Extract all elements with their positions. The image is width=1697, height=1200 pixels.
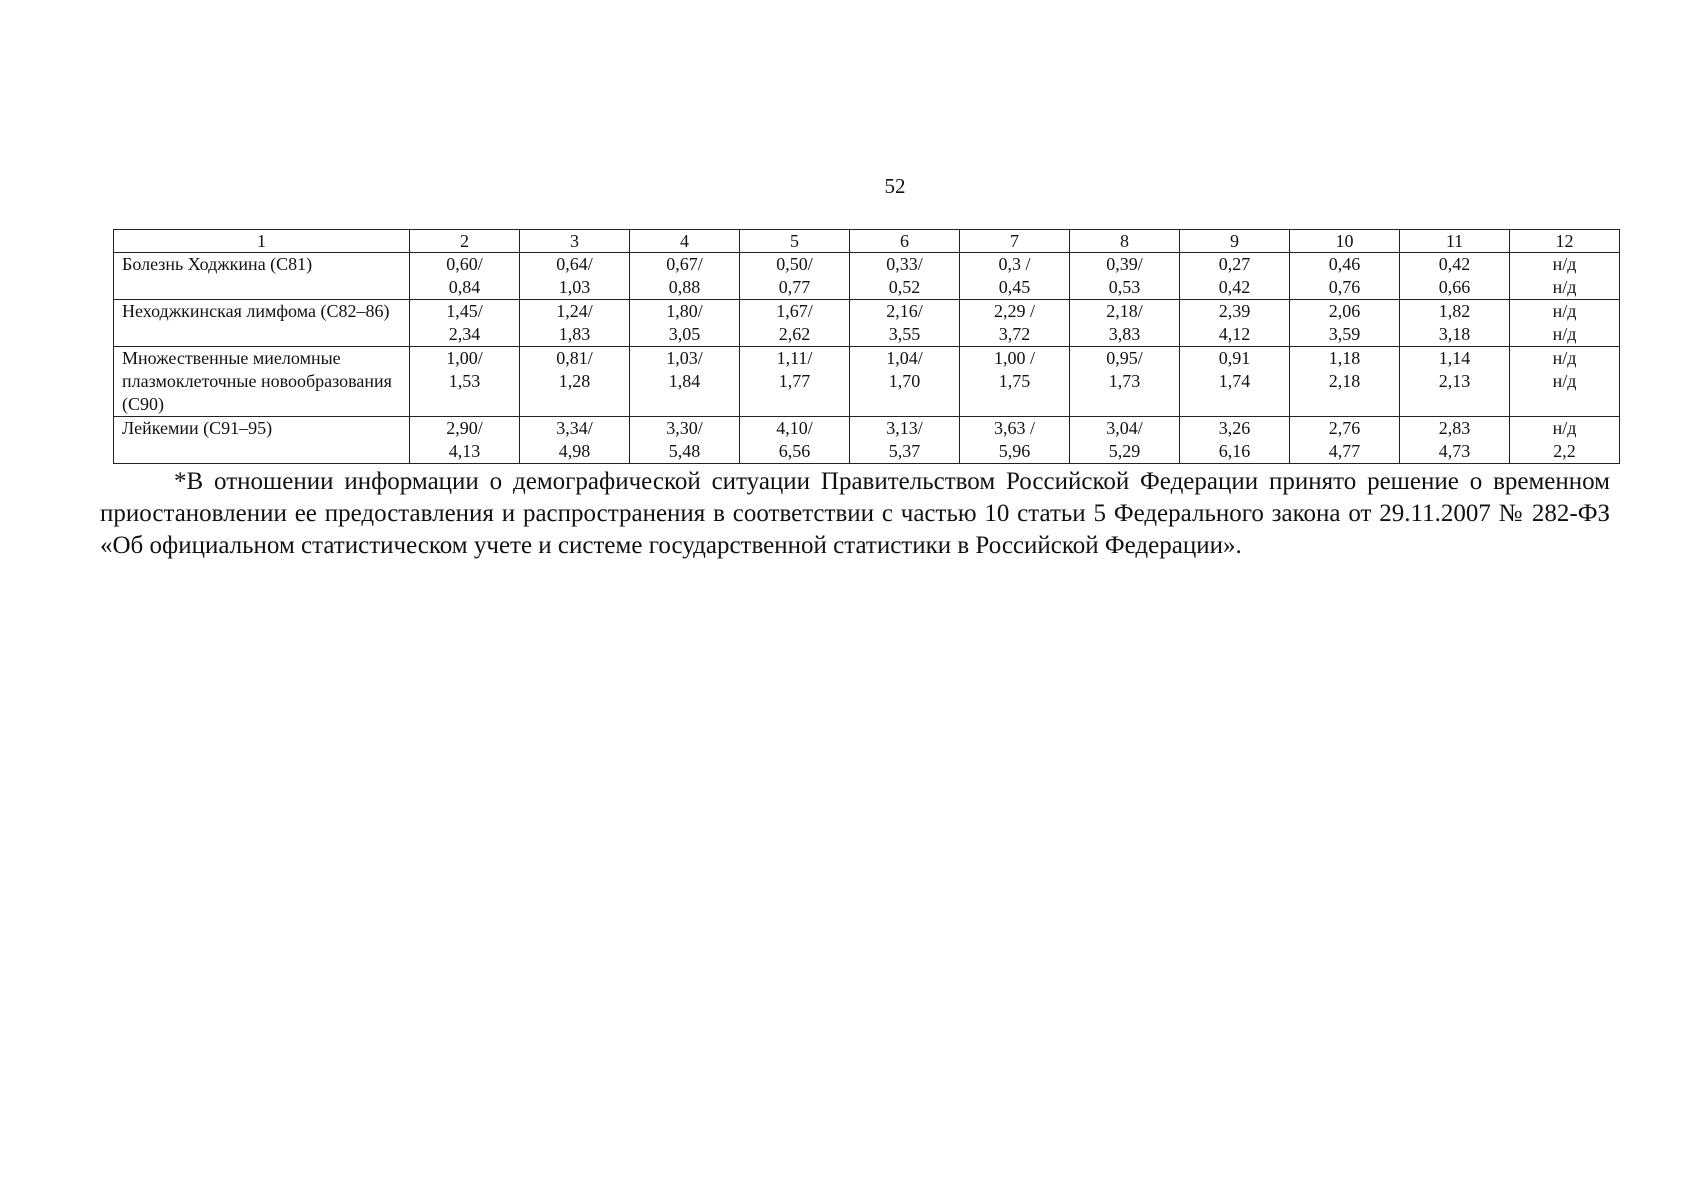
cell-value-top: 0,46 [1328,254,1361,274]
column-header: 12 [1510,230,1620,253]
page-number: 52 [884,174,906,198]
table-cell [1510,347,1620,417]
table-cell [1070,347,1180,417]
table-cell [740,417,850,464]
cell-value-bottom: 1,03 [558,277,591,297]
cell-value-bottom: 3,83 [1108,324,1141,344]
table-cell [960,347,1070,417]
table-cell [1290,347,1400,417]
table-cell [410,253,520,300]
table-cell [850,417,960,464]
cell-value-top: н/д [1552,301,1577,321]
table-cell [1510,300,1620,347]
column-header: 9 [1180,230,1290,253]
cell-value-top: 3,04/ [1106,418,1143,438]
cell-value-bottom: 3,55 [888,324,921,344]
table-row [114,300,1620,347]
cell-value-bottom: 4,77 [1328,441,1361,461]
cell-value-top: 0,33/ [886,254,923,274]
cell-value-top: 4,10/ [776,418,813,438]
cell-value-top: 3,26 [1218,418,1251,438]
cell-value-bottom: 0,88 [668,277,701,297]
row-label: Множественные миеломные плазмоклеточные новообразования (С90) [114,347,410,417]
cell-value-top: 1,45/ [446,301,483,321]
cell-value-top: 0,27 [1218,254,1251,274]
row-label: Неходжкинская лимфома (С82–86) [114,300,410,347]
cell-value-bottom: 6,56 [778,441,811,461]
cell-value-bottom: 3,72 [998,324,1031,344]
cell-value-bottom: 3,59 [1328,324,1361,344]
cell-value-top: 2,18/ [1106,301,1143,321]
table-header-row [114,230,1620,253]
cell-value-bottom: 5,48 [668,441,701,461]
table-cell [630,347,740,417]
cell-value-top: 0,91 [1218,348,1251,368]
cell-value-bottom: 4,12 [1218,324,1251,344]
cell-value-bottom: 4,13 [448,441,481,461]
cell-value-bottom: н/д [1552,277,1577,297]
table-cell [630,417,740,464]
table-cell [1510,417,1620,464]
table-cell [1400,417,1510,464]
cell-value-top: 2,06 [1328,301,1361,321]
cell-value-top: 2,83 [1438,418,1471,438]
table-cell [1510,253,1620,300]
table-cell [1290,253,1400,300]
cell-value-bottom: 1,53 [448,371,481,391]
cell-value-bottom: 1,83 [558,324,591,344]
table-cell [410,347,520,417]
cell-value-top: 1,67/ [776,301,813,321]
table-cell [410,417,520,464]
cell-value-bottom: 0,42 [1218,277,1251,297]
cell-value-bottom: 0,84 [448,277,481,297]
table-cell [850,347,960,417]
table-row [114,347,1620,417]
cell-value-bottom: н/д [1552,324,1577,344]
table-cell [1400,253,1510,300]
cell-value-bottom: 3,05 [668,324,701,344]
table-cell [850,253,960,300]
column-header: 11 [1400,230,1510,253]
cell-value-bottom: 0,52 [888,277,921,297]
incidence-table [113,229,1620,464]
cell-value-bottom: 5,37 [888,441,921,461]
table-cell [1400,347,1510,417]
table-row [114,253,1620,300]
cell-value-bottom: 1,73 [1108,371,1141,391]
cell-value-bottom: 0,53 [1108,277,1141,297]
table-row [114,417,1620,464]
column-header: 5 [740,230,850,253]
column-header: 2 [410,230,520,253]
cell-value-bottom: 1,77 [778,371,811,391]
cell-value-top: 0,67/ [666,254,703,274]
table-cell [1070,417,1180,464]
cell-value-top: 3,30/ [666,418,703,438]
table-cell [1180,347,1290,417]
cell-value-top: н/д [1552,254,1577,274]
cell-value-bottom: 6,16 [1218,441,1251,461]
cell-value-bottom: 1,70 [888,371,921,391]
column-header: 7 [960,230,1070,253]
column-header: 10 [1290,230,1400,253]
cell-value-bottom: 4,73 [1438,441,1471,461]
cell-value-bottom: 0,45 [998,277,1031,297]
cell-value-top: 2,29 / [993,301,1035,321]
cell-value-bottom: 2,13 [1438,371,1471,391]
cell-value-bottom: 1,75 [998,371,1031,391]
cell-value-bottom: 1,84 [668,371,701,391]
cell-value-top: 0,81/ [556,348,593,368]
cell-value-top: н/д [1552,418,1577,438]
table-cell [520,417,630,464]
table-cell [1180,417,1290,464]
table-cell [1290,417,1400,464]
cell-value-bottom: 0,66 [1438,277,1471,297]
cell-value-bottom: 0,76 [1328,277,1361,297]
table-cell [520,300,630,347]
table-cell [630,253,740,300]
table-cell [850,300,960,347]
cell-value-top: 2,76 [1328,418,1361,438]
cell-value-top: 0,50/ [776,254,813,274]
table-cell [1290,300,1400,347]
cell-value-bottom: 2,2 [1553,441,1576,461]
cell-value-top: 1,04/ [886,348,923,368]
cell-value-bottom: 2,34 [448,324,481,344]
cell-value-top: 0,64/ [556,254,593,274]
table-cell [1180,300,1290,347]
cell-value-bottom: 0,77 [778,277,811,297]
column-header: 4 [630,230,740,253]
cell-value-bottom: 5,96 [998,441,1031,461]
cell-value-top: 1,00 / [993,348,1035,368]
table-cell [960,417,1070,464]
cell-value-top: 0,95/ [1106,348,1143,368]
cell-value-top: 1,03/ [666,348,703,368]
cell-value-bottom: 2,18 [1328,371,1361,391]
cell-value-top: 0,39/ [1106,254,1143,274]
table-cell [1400,300,1510,347]
table-cell [1070,253,1180,300]
table-cell [960,300,1070,347]
cell-value-top: 3,63 / [993,418,1035,438]
table-cell [740,253,850,300]
column-header: 6 [850,230,960,253]
table-cell [1180,253,1290,300]
column-header: 3 [520,230,630,253]
cell-value-top: н/д [1552,348,1577,368]
cell-value-bottom: н/д [1552,371,1577,391]
table-cell [740,300,850,347]
cell-value-top: 2,39 [1218,301,1251,321]
row-label: Лейкемии (С91–95) [114,417,410,464]
cell-value-top: 0,42 [1438,254,1471,274]
cell-value-bottom: 1,74 [1218,371,1251,391]
cell-value-top: 1,82 [1438,301,1471,321]
cell-value-top: 1,00/ [446,348,483,368]
cell-value-top: 3,13/ [886,418,923,438]
cell-value-bottom: 3,18 [1438,324,1471,344]
cell-value-top: 1,80/ [666,301,703,321]
table-cell [410,300,520,347]
cell-value-bottom: 5,29 [1108,441,1141,461]
cell-value-top: 2,16/ [886,301,923,321]
cell-value-top: 1,18 [1328,348,1361,368]
column-header: 8 [1070,230,1180,253]
cell-value-bottom: 2,62 [778,324,811,344]
table-cell [520,253,630,300]
cell-value-top: 0,60/ [446,254,483,274]
cell-value-top: 0,3 / [998,254,1031,274]
cell-value-bottom: 4,98 [558,441,591,461]
cell-value-top: 2,90/ [446,418,483,438]
column-header: 1 [114,230,410,253]
table-cell [960,253,1070,300]
table-cell [1070,300,1180,347]
cell-value-top: 1,11/ [776,348,813,368]
table-cell [740,347,850,417]
table-cell [630,300,740,347]
cell-value-top: 3,34/ [556,418,593,438]
table-cell [520,347,630,417]
footnote: *В отношении информации о демографической ситуации Правительством Российской Федерации принято решение о временном приостановлении ее предоставления и распространения в соответствии с частью 10 статьи 5 Федерального закона от 29.11.2007 № 282-ФЗ «Об официальном статистическом учете и системе государственной статистики в Российской Федерации». [100,468,1610,559]
cell-value-top: 1,24/ [556,301,593,321]
row-label: Болезнь Ходжкина (С81) [114,253,410,300]
cell-value-bottom: 1,28 [558,371,591,391]
cell-value-top: 1,14 [1438,348,1471,368]
